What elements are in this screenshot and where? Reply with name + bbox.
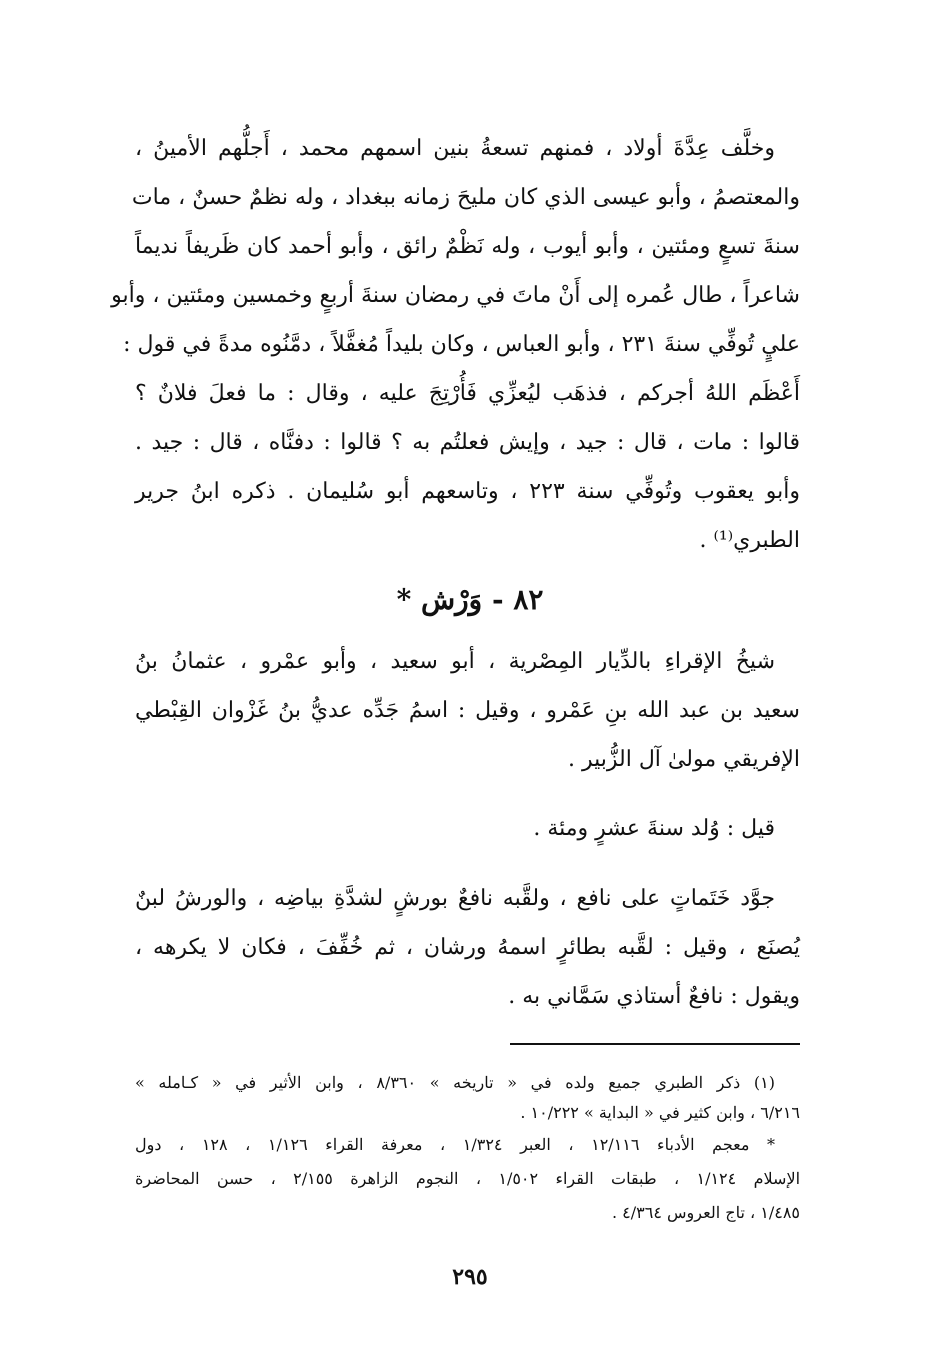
paragraph-line: جوَّد خَتَماتٍ على نافع ، ولقَّبه نافعٌ بورشٍ لشدَّةِ بياضِه ، والورشُ لبنٌ (135, 886, 775, 911)
paragraph-line: يُصنَع ، وقيل : لقَّبه بطائرٍ اسمهُ ورشان ، ثم خُفِّفَ ، فكان لا يكرهه ، (135, 935, 800, 960)
footnote-line: (١) ذكر الطبري جميع ولده في « تاريخه » ٨/٣٦٠ ، وابن الأثير في « كـامله » (135, 1073, 775, 1092)
paragraph-line: الطبري⁽¹⁾ . (699, 528, 800, 553)
paragraph-line: الإفريقي مولىٰ آل الزُّبير . (567, 747, 800, 772)
footnote-line: الإسلام ١/١٢٤ ، طبقات القراء ١/٥٠٢ ، النجوم الزاهرة ٢/١٥٥ ، حسن المحاضرة (135, 1169, 801, 1188)
paragraph-line: قيل : وُلد سنةَ عشرٍ ومئة . (533, 816, 775, 841)
page-number: ٢٩٥ (452, 1264, 488, 1290)
paragraph-line: أَعْظَم اللهُ أجركم ، فذهَب ليُعزِّي فَأُرْتِجَ عليه ، وقال : ما فعلَ فلانٌ ؟ (135, 381, 800, 406)
paragraph-line: والمعتصمُ ، وأبو عيسى الذي كان مليحَ زمانه ببغداد ، وله نظمٌ حسنٌ ، مات (131, 185, 800, 210)
footnote-line: ٦/٢١٦ ، وابن كثير في « البداية » ١٠/٢٢٢ . (520, 1103, 800, 1122)
footnote-line: ١/٤٨٥ ، تاج العروس ٤/٣٦٤ . (612, 1203, 800, 1222)
paragraph-line: وأبو يعقوب وتُوفِّي سنة ٢٢٣ ، وتاسعهم أبو سُليمان . ذكره ابنُ جرير (135, 479, 800, 504)
paragraph-line: ويقول : نافعٌ أستاذي سَمَّاني به . (508, 984, 800, 1009)
paragraph-line: شيخُ الإقراءِ بالدِّيار المِصْرية ، أبو سعيد ، وأبو عمْرو ، عثمانُ بنُ (135, 649, 775, 674)
footnote-line: * معجم الأدباء ١٢/١١٦ ، العبر ١/٣٢٤ ، معرفة القراء ١/١٢٦ ، ١٢٨ ، دول (135, 1135, 776, 1154)
paragraph-line: قالوا : مات ، قال : جيد ، وإيش فعلتُم به ؟ قالوا : دفنَّاه ، قال : جيد . (135, 430, 800, 455)
paragraph-line: وخلَّف عِدَّةَ أولاد ، فمنهم تسعةُ بنين اسمهم محمد ، أَجلُّهم الأمينُ ، (135, 136, 775, 161)
entry-heading: ٨٢ - وَرْش * (396, 583, 544, 616)
paragraph-line: شاعراً ، طال عُمره إلى أَنْ ماتَ في رمضان سنةَ أربعٍ وخمسين ومئتين ، وأبو (111, 283, 800, 308)
paragraph-line: عليٍ تُوفِّي سنةَ ٢٣١ ، وأبو العباس ، وكان بليداً مُغفَّلاً ، دمَّنُوه مدةً في قول : (123, 332, 800, 357)
paragraph-line: سنةَ تسعٍ ومئتين ، وأبو أيوب ، وله نَظْمٌ رائق ، وأبو أحمد كان ظَريفاً نديماً (135, 234, 800, 259)
footnote-separator (510, 1043, 800, 1045)
paragraph-line: سعيد بن عبد الله بنِ عَمْرو ، وقيل : اسمُ جَدِّه عديُّ بنُ غَزْوان القِبْطي (135, 698, 800, 723)
